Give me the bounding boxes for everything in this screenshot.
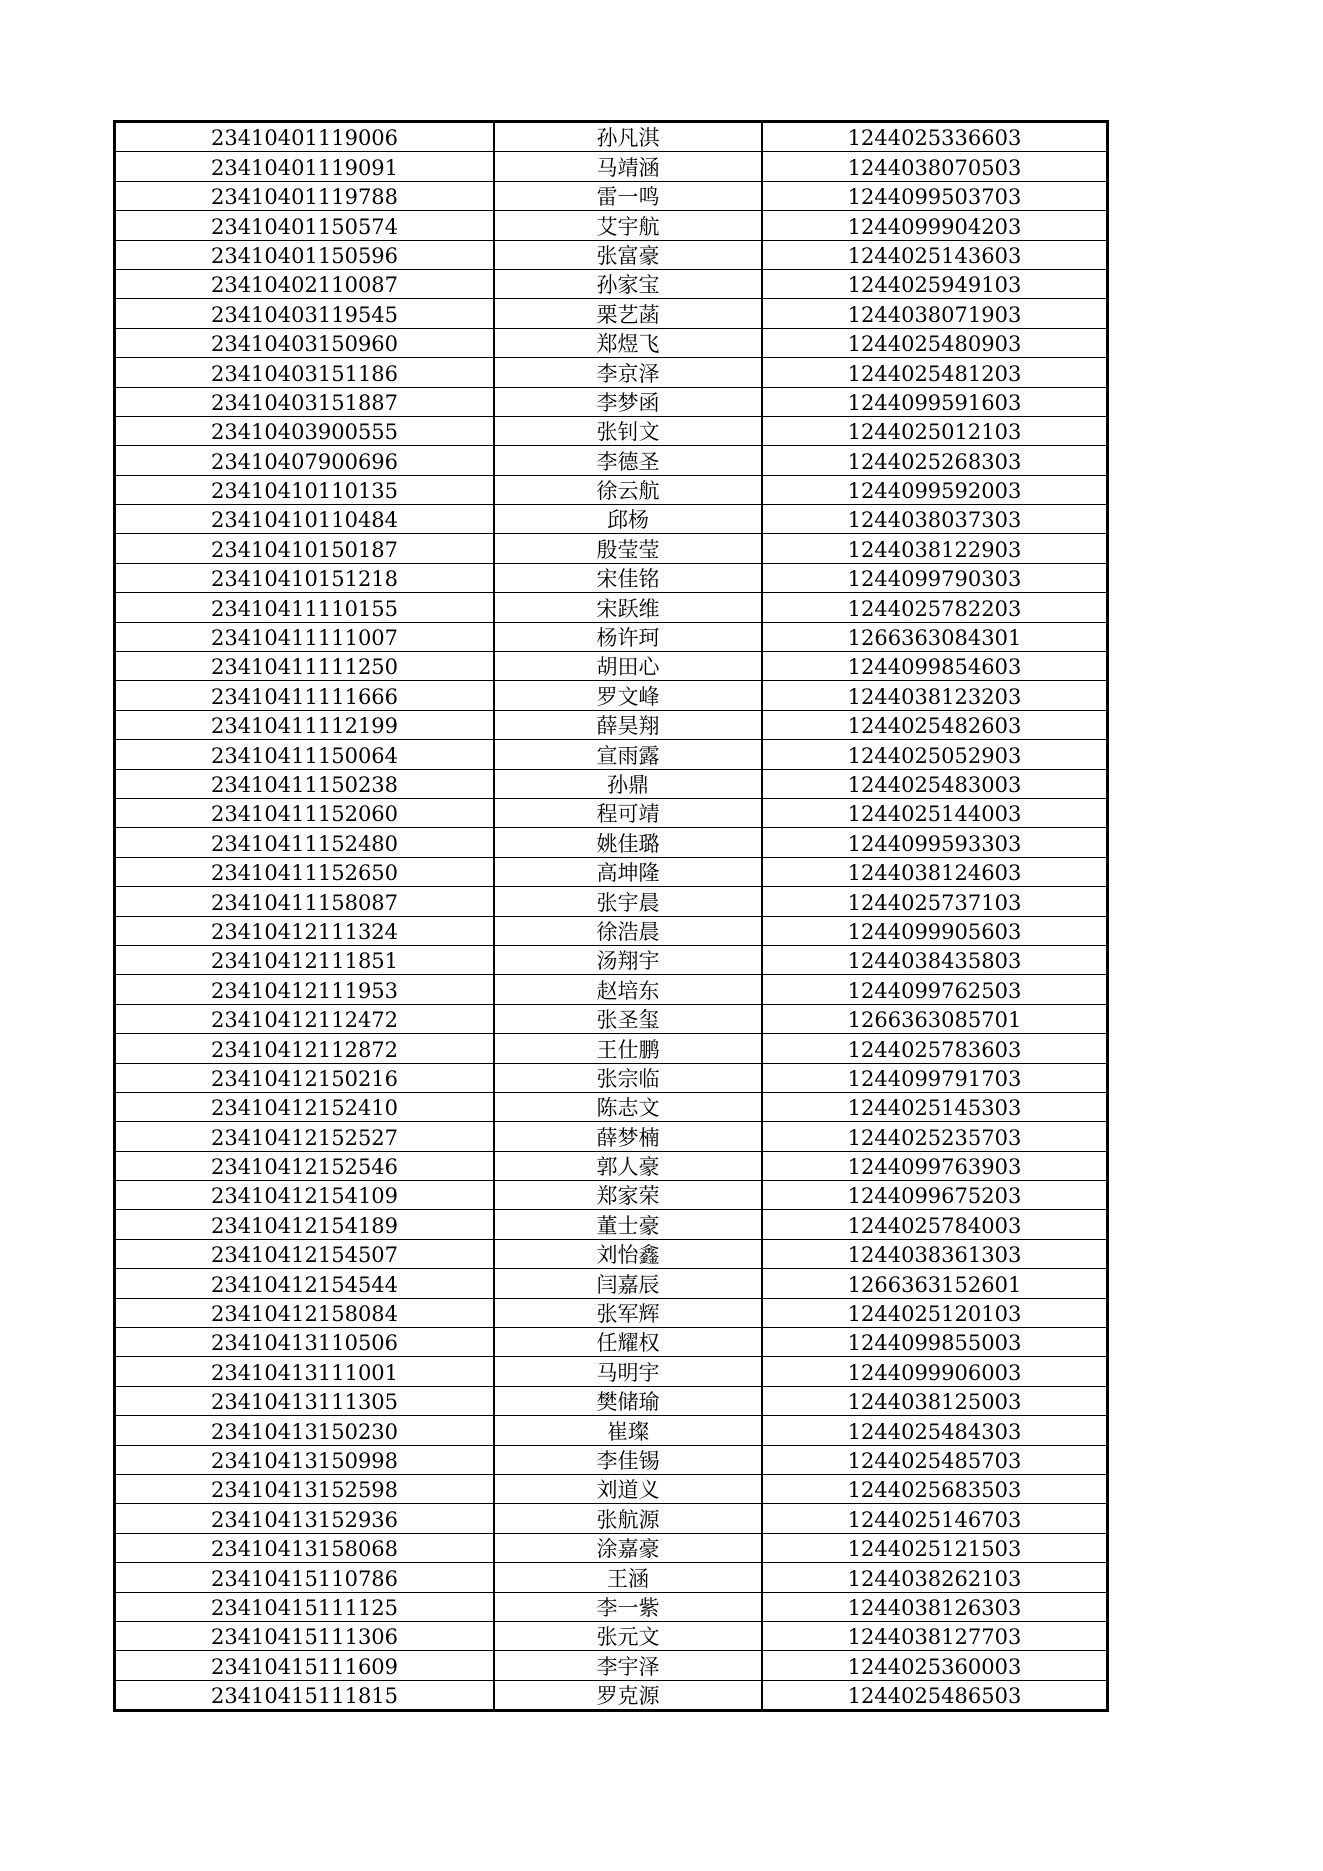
cell-name: 高坤隆 bbox=[494, 857, 762, 886]
table-row bbox=[115, 1504, 1108, 1533]
table-row bbox=[115, 975, 1108, 1004]
cell-code-number: 1244099593303 bbox=[762, 828, 1108, 857]
cell-id-number: 23410415111306 bbox=[115, 1621, 495, 1650]
table-row bbox=[115, 563, 1108, 592]
table-row bbox=[115, 887, 1108, 916]
cell-name: 陈志文 bbox=[494, 1092, 762, 1121]
cell-code-number: 1244099791703 bbox=[762, 1063, 1108, 1092]
cell-name: 汤翔宇 bbox=[494, 945, 762, 974]
cell-id-number: 23410411111250 bbox=[115, 652, 495, 681]
cell-name: 李宇泽 bbox=[494, 1651, 762, 1680]
cell-name: 胡田心 bbox=[494, 652, 762, 681]
cell-id-number: 23410413150998 bbox=[115, 1445, 495, 1474]
cell-code-number: 1244025360003 bbox=[762, 1651, 1108, 1680]
cell-name: 宋佳铭 bbox=[494, 563, 762, 592]
cell-name: 孙凡淇 bbox=[494, 122, 762, 152]
table-row bbox=[115, 681, 1108, 710]
cell-id-number: 23410403151887 bbox=[115, 387, 495, 416]
cell-id-number: 23410401119006 bbox=[115, 122, 495, 152]
cell-code-number: 1244025482603 bbox=[762, 710, 1108, 739]
cell-code-number: 1244025485703 bbox=[762, 1445, 1108, 1474]
cell-id-number: 23410412150216 bbox=[115, 1063, 495, 1092]
cell-id-number: 23410415111125 bbox=[115, 1592, 495, 1621]
table-row bbox=[115, 622, 1108, 651]
cell-code-number: 1244099906003 bbox=[762, 1357, 1108, 1386]
table-row bbox=[115, 299, 1108, 328]
cell-code-number: 1244038435803 bbox=[762, 945, 1108, 974]
cell-id-number: 23410412152546 bbox=[115, 1151, 495, 1180]
table-row bbox=[115, 1474, 1108, 1503]
cell-code-number: 1244025683503 bbox=[762, 1474, 1108, 1503]
cell-code-number: 1244025052903 bbox=[762, 740, 1108, 769]
cell-code-number: 1244025737103 bbox=[762, 887, 1108, 916]
cell-code-number: 1244099905603 bbox=[762, 916, 1108, 945]
cell-id-number: 23410401119091 bbox=[115, 152, 495, 181]
cell-id-number: 23410411110155 bbox=[115, 593, 495, 622]
table-row bbox=[115, 769, 1108, 798]
cell-name: 董士豪 bbox=[494, 1210, 762, 1239]
table-row bbox=[115, 211, 1108, 240]
cell-name: 张富豪 bbox=[494, 240, 762, 269]
cell-id-number: 23410412154507 bbox=[115, 1239, 495, 1268]
cell-code-number: 1244025012103 bbox=[762, 416, 1108, 445]
table-row bbox=[115, 328, 1108, 357]
table-row bbox=[115, 475, 1108, 504]
table-row bbox=[115, 1004, 1108, 1033]
cell-id-number: 23410413152598 bbox=[115, 1474, 495, 1503]
cell-code-number: 1244025484303 bbox=[762, 1416, 1108, 1445]
cell-name: 李佳锡 bbox=[494, 1445, 762, 1474]
cell-name: 赵培东 bbox=[494, 975, 762, 1004]
cell-name: 宣雨露 bbox=[494, 740, 762, 769]
cell-id-number: 23410412158084 bbox=[115, 1298, 495, 1327]
cell-code-number: 1244038125003 bbox=[762, 1386, 1108, 1415]
cell-name: 邱杨 bbox=[494, 505, 762, 534]
cell-id-number: 23410410150187 bbox=[115, 534, 495, 563]
cell-code-number: 1244025143603 bbox=[762, 240, 1108, 269]
cell-code-number: 1244025486503 bbox=[762, 1680, 1108, 1710]
table-row bbox=[115, 1034, 1108, 1063]
cell-name: 薛梦楠 bbox=[494, 1122, 762, 1151]
cell-id-number: 23410412152527 bbox=[115, 1122, 495, 1151]
cell-code-number: 1244038127703 bbox=[762, 1621, 1108, 1650]
cell-id-number: 23410413111001 bbox=[115, 1357, 495, 1386]
table-row bbox=[115, 828, 1108, 857]
cell-code-number: 1244038262103 bbox=[762, 1563, 1108, 1592]
cell-id-number: 23410412154544 bbox=[115, 1269, 495, 1298]
cell-id-number: 23410412111324 bbox=[115, 916, 495, 945]
cell-name: 张圣玺 bbox=[494, 1004, 762, 1033]
cell-name: 郑煜飞 bbox=[494, 328, 762, 357]
cell-code-number: 1244038126303 bbox=[762, 1592, 1108, 1621]
cell-name: 张航源 bbox=[494, 1504, 762, 1533]
table-row bbox=[115, 269, 1108, 298]
data-table bbox=[113, 120, 1109, 1712]
cell-code-number: 1244025783603 bbox=[762, 1034, 1108, 1063]
cell-code-number: 1244099904203 bbox=[762, 211, 1108, 240]
cell-name: 樊储瑜 bbox=[494, 1386, 762, 1415]
cell-code-number: 1244099855003 bbox=[762, 1328, 1108, 1357]
cell-code-number: 1244025480903 bbox=[762, 328, 1108, 357]
cell-id-number: 23410413150230 bbox=[115, 1416, 495, 1445]
cell-name: 张宗临 bbox=[494, 1063, 762, 1092]
table-row bbox=[115, 916, 1108, 945]
cell-name: 薛昊翔 bbox=[494, 710, 762, 739]
cell-code-number: 1244038123203 bbox=[762, 681, 1108, 710]
table-body bbox=[115, 122, 1108, 1711]
cell-id-number: 23410403119545 bbox=[115, 299, 495, 328]
cell-id-number: 23410411112199 bbox=[115, 710, 495, 739]
cell-id-number: 23410415111609 bbox=[115, 1651, 495, 1680]
cell-code-number: 1244025949103 bbox=[762, 269, 1108, 298]
cell-id-number: 23410411111666 bbox=[115, 681, 495, 710]
cell-name: 闫嘉辰 bbox=[494, 1269, 762, 1298]
cell-code-number: 1244025120103 bbox=[762, 1298, 1108, 1327]
cell-id-number: 23410412152410 bbox=[115, 1092, 495, 1121]
cell-name: 涂嘉豪 bbox=[494, 1533, 762, 1562]
cell-id-number: 23410403900555 bbox=[115, 416, 495, 445]
cell-id-number: 23410415110786 bbox=[115, 1563, 495, 1592]
cell-code-number: 1244099591603 bbox=[762, 387, 1108, 416]
cell-id-number: 23410413111305 bbox=[115, 1386, 495, 1415]
table-row bbox=[115, 505, 1108, 534]
table-row bbox=[115, 945, 1108, 974]
table-row bbox=[115, 593, 1108, 622]
cell-name: 刘道义 bbox=[494, 1474, 762, 1503]
cell-code-number: 1244025782203 bbox=[762, 593, 1108, 622]
cell-name: 殷莹莹 bbox=[494, 534, 762, 563]
cell-code-number: 1244099763903 bbox=[762, 1151, 1108, 1180]
cell-name: 张钊文 bbox=[494, 416, 762, 445]
table-row bbox=[115, 1680, 1108, 1710]
table-row bbox=[115, 1357, 1108, 1386]
cell-code-number: 1244099762503 bbox=[762, 975, 1108, 1004]
table-row bbox=[115, 740, 1108, 769]
cell-name: 罗克源 bbox=[494, 1680, 762, 1710]
table-row bbox=[115, 857, 1108, 886]
cell-id-number: 23410410151218 bbox=[115, 563, 495, 592]
cell-name: 雷一鸣 bbox=[494, 181, 762, 210]
cell-code-number: 1244038361303 bbox=[762, 1239, 1108, 1268]
cell-id-number: 23410412111851 bbox=[115, 945, 495, 974]
table-row bbox=[115, 1063, 1108, 1092]
cell-code-number: 1244025268303 bbox=[762, 446, 1108, 475]
cell-name: 李一紫 bbox=[494, 1592, 762, 1621]
table-row bbox=[115, 1151, 1108, 1180]
cell-id-number: 23410403150960 bbox=[115, 328, 495, 357]
cell-code-number: 1244025483003 bbox=[762, 769, 1108, 798]
cell-name: 郭人豪 bbox=[494, 1151, 762, 1180]
table-row bbox=[115, 1621, 1108, 1650]
cell-id-number: 23410411152480 bbox=[115, 828, 495, 857]
cell-id-number: 23410410110484 bbox=[115, 505, 495, 534]
table-row bbox=[115, 534, 1108, 563]
cell-name: 罗文峰 bbox=[494, 681, 762, 710]
cell-code-number: 1244099503703 bbox=[762, 181, 1108, 210]
cell-id-number: 23410412112872 bbox=[115, 1034, 495, 1063]
cell-id-number: 23410412154109 bbox=[115, 1181, 495, 1210]
cell-code-number: 1266363084301 bbox=[762, 622, 1108, 651]
table-row bbox=[115, 1533, 1108, 1562]
cell-code-number: 1244038071903 bbox=[762, 299, 1108, 328]
cell-name: 马靖涵 bbox=[494, 152, 762, 181]
table-row bbox=[115, 1181, 1108, 1210]
cell-name: 李梦函 bbox=[494, 387, 762, 416]
table-row bbox=[115, 1210, 1108, 1239]
cell-name: 徐云航 bbox=[494, 475, 762, 504]
cell-id-number: 23410415111815 bbox=[115, 1680, 495, 1710]
cell-code-number: 1244025235703 bbox=[762, 1122, 1108, 1151]
cell-name: 姚佳璐 bbox=[494, 828, 762, 857]
cell-name: 张宇晨 bbox=[494, 887, 762, 916]
cell-code-number: 1244038122903 bbox=[762, 534, 1108, 563]
cell-name: 程可靖 bbox=[494, 798, 762, 827]
table-row bbox=[115, 1386, 1108, 1415]
cell-code-number: 1244025145303 bbox=[762, 1092, 1108, 1121]
cell-id-number: 23410401119788 bbox=[115, 181, 495, 210]
cell-code-number: 1244025146703 bbox=[762, 1504, 1108, 1533]
table-row bbox=[115, 1298, 1108, 1327]
table-row bbox=[115, 1445, 1108, 1474]
cell-id-number: 23410411111007 bbox=[115, 622, 495, 651]
cell-name: 任耀权 bbox=[494, 1328, 762, 1357]
cell-code-number: 1244099675203 bbox=[762, 1181, 1108, 1210]
table-row bbox=[115, 240, 1108, 269]
table-row bbox=[115, 181, 1108, 210]
cell-id-number: 23410413152936 bbox=[115, 1504, 495, 1533]
cell-id-number: 23410413158068 bbox=[115, 1533, 495, 1562]
cell-name: 李京泽 bbox=[494, 358, 762, 387]
cell-code-number: 1244038124603 bbox=[762, 857, 1108, 886]
cell-id-number: 23410412111953 bbox=[115, 975, 495, 1004]
table-row bbox=[115, 446, 1108, 475]
cell-id-number: 23410411150238 bbox=[115, 769, 495, 798]
cell-code-number: 1244038070503 bbox=[762, 152, 1108, 181]
cell-id-number: 23410402110087 bbox=[115, 269, 495, 298]
cell-id-number: 23410411150064 bbox=[115, 740, 495, 769]
cell-code-number: 1244099854603 bbox=[762, 652, 1108, 681]
cell-name: 崔璨 bbox=[494, 1416, 762, 1445]
table-row bbox=[115, 152, 1108, 181]
cell-code-number: 1244025336603 bbox=[762, 122, 1108, 152]
table-row bbox=[115, 416, 1108, 445]
cell-code-number: 1244025784003 bbox=[762, 1210, 1108, 1239]
table-row bbox=[115, 798, 1108, 827]
cell-id-number: 23410411152650 bbox=[115, 857, 495, 886]
cell-code-number: 1244025121503 bbox=[762, 1533, 1108, 1562]
cell-code-number: 1244025481203 bbox=[762, 358, 1108, 387]
cell-name: 刘怡鑫 bbox=[494, 1239, 762, 1268]
table-row bbox=[115, 652, 1108, 681]
cell-name: 王仕鹏 bbox=[494, 1034, 762, 1063]
cell-id-number: 23410411158087 bbox=[115, 887, 495, 916]
table-row bbox=[115, 122, 1108, 152]
cell-name: 郑家荣 bbox=[494, 1181, 762, 1210]
cell-id-number: 23410410110135 bbox=[115, 475, 495, 504]
cell-code-number: 1244025144003 bbox=[762, 798, 1108, 827]
cell-name: 徐浩晨 bbox=[494, 916, 762, 945]
cell-id-number: 23410412112472 bbox=[115, 1004, 495, 1033]
cell-name: 宋跃维 bbox=[494, 593, 762, 622]
cell-name: 张元文 bbox=[494, 1621, 762, 1650]
table-row bbox=[115, 387, 1108, 416]
cell-name: 栗艺菡 bbox=[494, 299, 762, 328]
table-row bbox=[115, 1092, 1108, 1121]
cell-name: 李德圣 bbox=[494, 446, 762, 475]
cell-name: 王涵 bbox=[494, 1563, 762, 1592]
table-row bbox=[115, 710, 1108, 739]
cell-name: 张军辉 bbox=[494, 1298, 762, 1327]
table-row bbox=[115, 1563, 1108, 1592]
cell-id-number: 23410412154189 bbox=[115, 1210, 495, 1239]
table-row bbox=[115, 1239, 1108, 1268]
cell-id-number: 23410413110506 bbox=[115, 1328, 495, 1357]
cell-name: 孙鼎 bbox=[494, 769, 762, 798]
cell-code-number: 1266363152601 bbox=[762, 1269, 1108, 1298]
cell-id-number: 23410411152060 bbox=[115, 798, 495, 827]
table-row bbox=[115, 1651, 1108, 1680]
table-row bbox=[115, 1592, 1108, 1621]
table-row bbox=[115, 358, 1108, 387]
table-row bbox=[115, 1122, 1108, 1151]
cell-code-number: 1244099592003 bbox=[762, 475, 1108, 504]
cell-name: 孙家宝 bbox=[494, 269, 762, 298]
cell-name: 艾宇航 bbox=[494, 211, 762, 240]
table-row bbox=[115, 1328, 1108, 1357]
table-row bbox=[115, 1416, 1108, 1445]
cell-id-number: 23410401150574 bbox=[115, 211, 495, 240]
cell-id-number: 23410407900696 bbox=[115, 446, 495, 475]
cell-name: 杨许珂 bbox=[494, 622, 762, 651]
cell-name: 马明宇 bbox=[494, 1357, 762, 1386]
cell-code-number: 1244038037303 bbox=[762, 505, 1108, 534]
cell-code-number: 1266363085701 bbox=[762, 1004, 1108, 1033]
cell-code-number: 1244099790303 bbox=[762, 563, 1108, 592]
cell-id-number: 23410403151186 bbox=[115, 358, 495, 387]
cell-id-number: 23410401150596 bbox=[115, 240, 495, 269]
table-row bbox=[115, 1269, 1108, 1298]
